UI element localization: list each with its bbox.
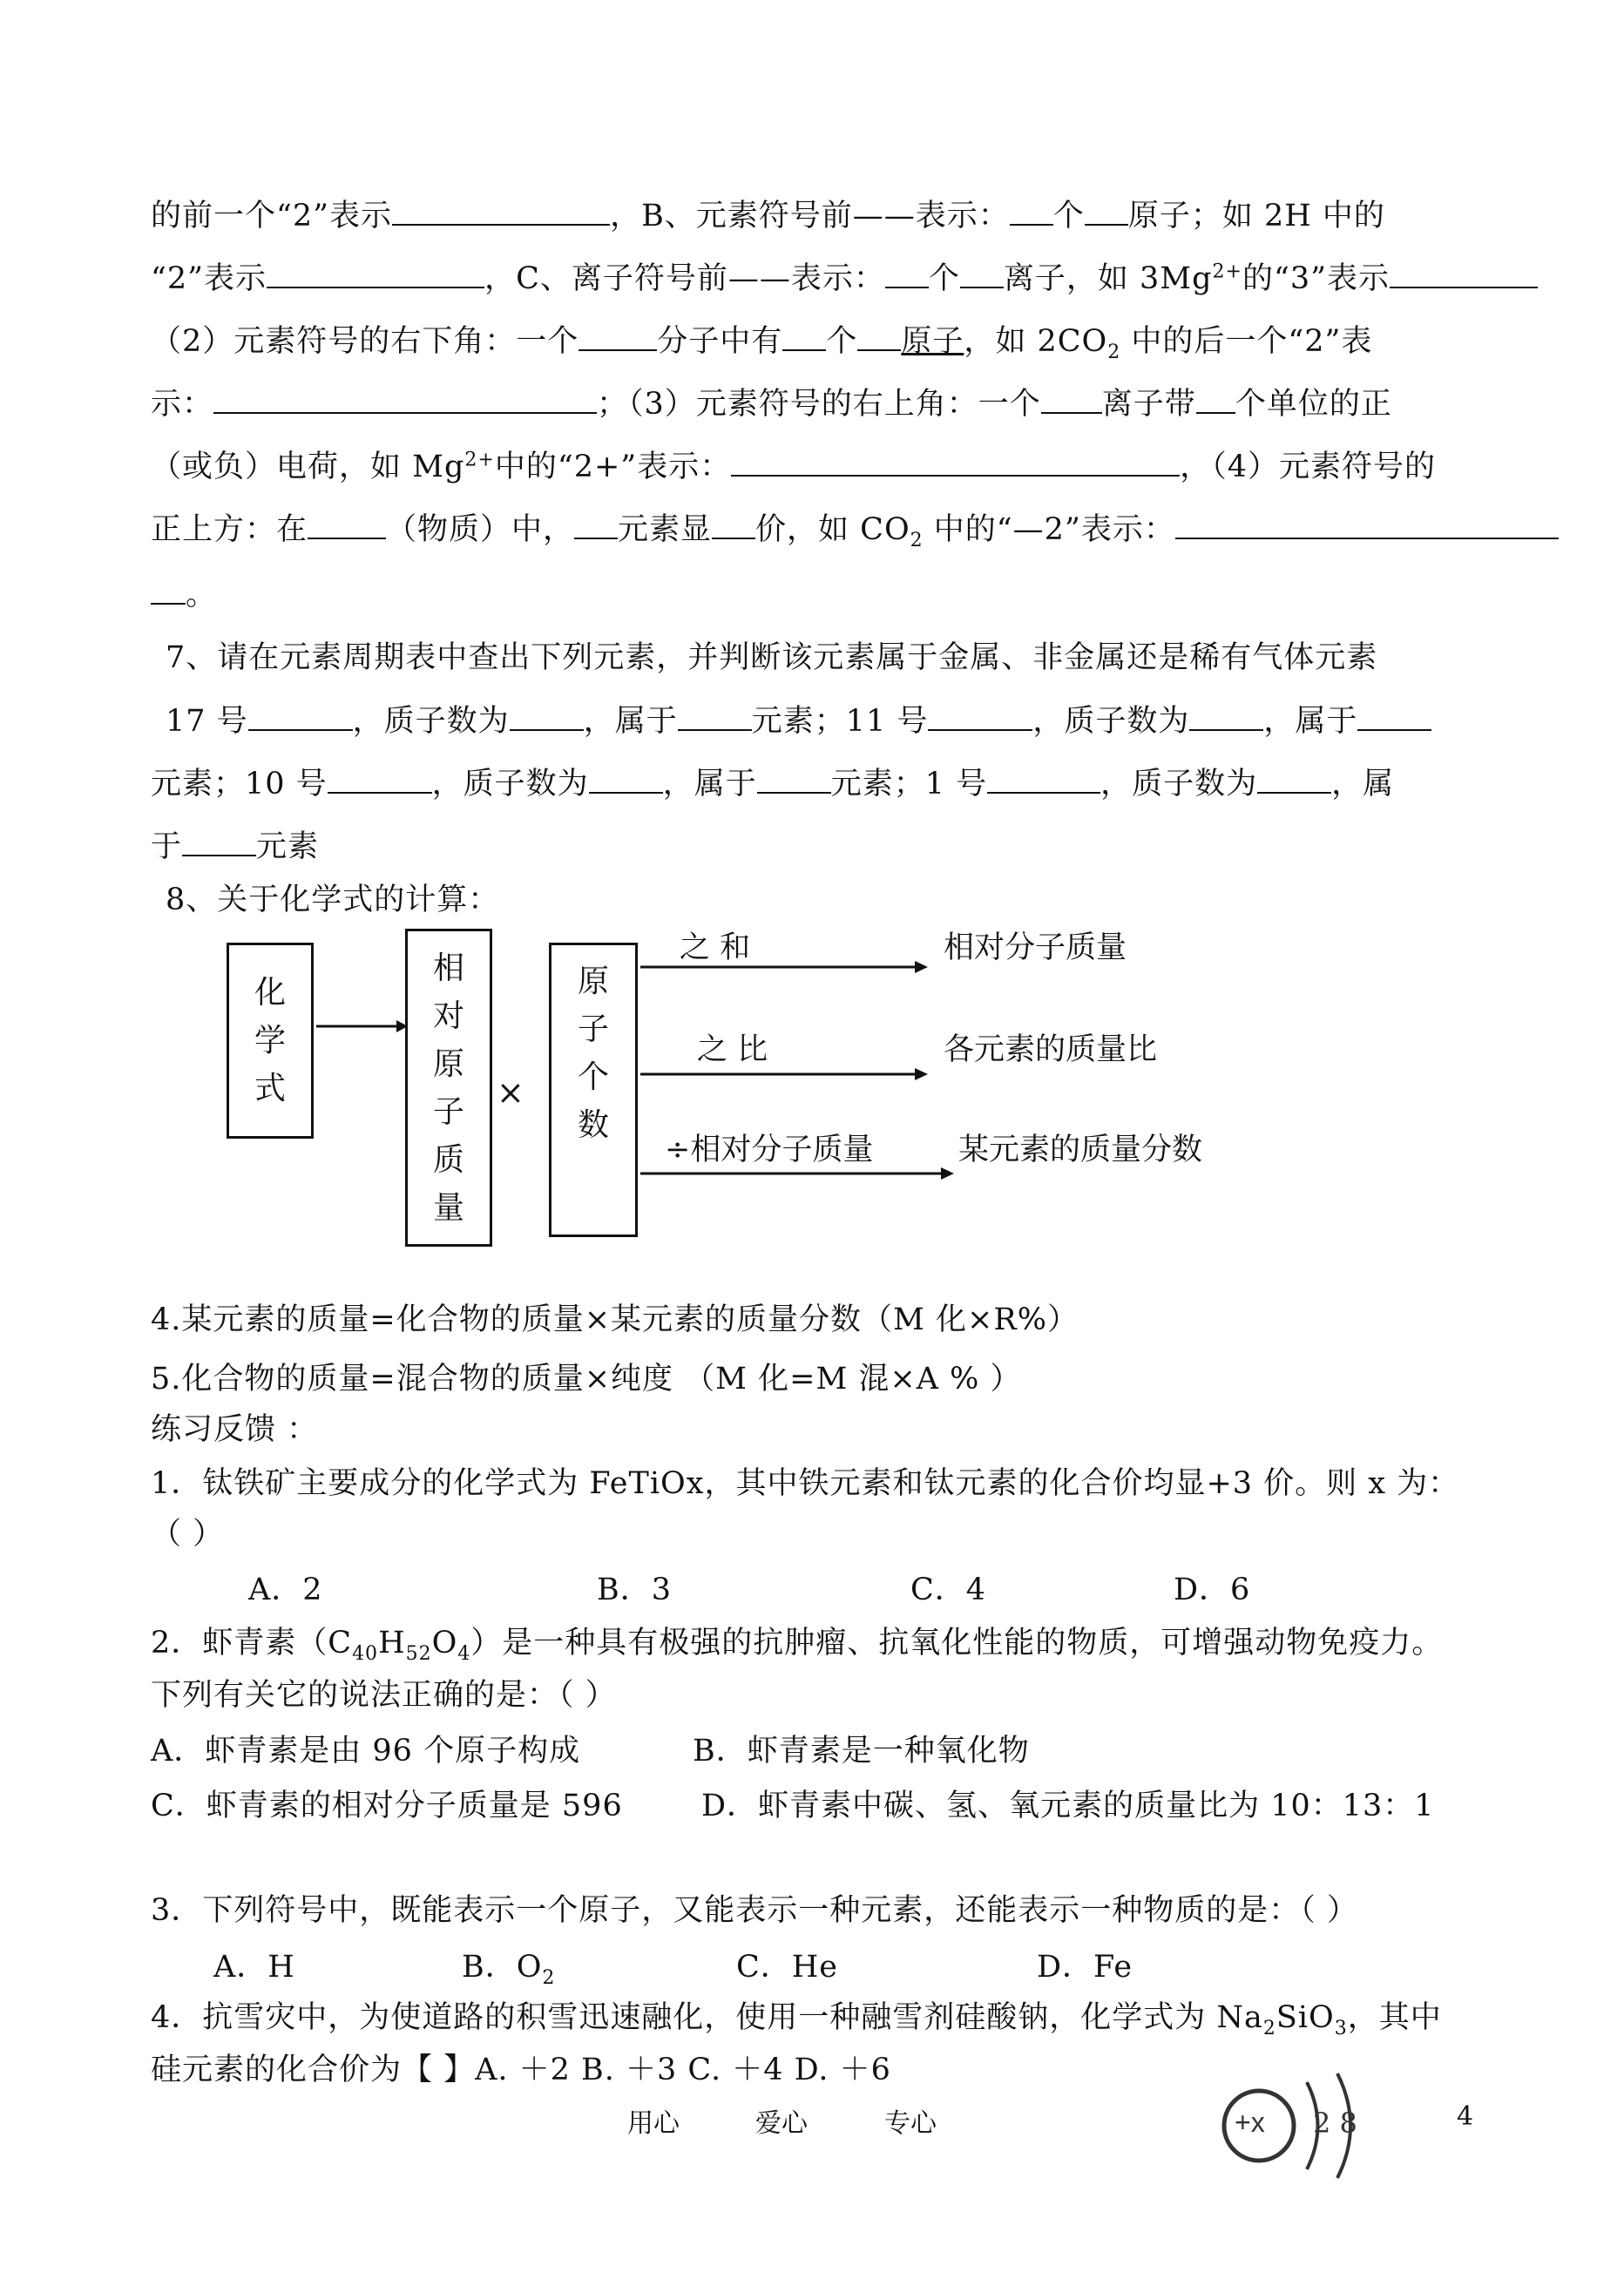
question-7: 7、请在元素周期表中查出下列元素，并判断该元素属于金属、非金属还是稀有气体元素 [166, 640, 1378, 675]
text-line: 正上方：在 （物质）中， 元素显 价，如 $CO_2$ 中的“—2”表示： [151, 505, 1559, 551]
mass-fraction-result: 某元素的质量分数 [958, 1133, 1203, 1167]
fill-blank[interactable] [885, 260, 929, 288]
atom-count-box: 原 子 个 数 [549, 943, 638, 1237]
practice-4-options: 硅元素的化合价为【 】A. ＋2 B. ＋3 C. ＋4 D. ＋6 [151, 2053, 891, 2087]
fill-blank[interactable] [182, 829, 256, 856]
fill-blank[interactable] [731, 449, 1180, 477]
practice-2-option-c: C．虾青素的相对分子质量是 596 [151, 1789, 623, 1823]
practice-1-option-a: A．2 [248, 1573, 323, 1607]
text-line: 示： ；（3）元素符号的右上角：一个 离子带 个单位的正 [151, 387, 1392, 422]
practice-1: 1．钛铁矿主要成分的化学式为 FeTiOx，其中铁元素和钛元素的化合价均显+3 价。则 x 为： [151, 1466, 1460, 1501]
text-line: 17 号 ，质子数为 ，属于 元素；11 号 ，质子数为 ，属于 [166, 697, 1431, 741]
text-line: （或负）电荷，如 $Mg^{2+}$中的“2+”表示： ，（4）元素符号的 [151, 449, 1436, 484]
fill-blank[interactable] [857, 323, 901, 351]
text-line: （2）元素符号的右下角：一个 分子中有 个 原子，如 $2CO_2$ 中的后一个“2”表 [151, 324, 1373, 363]
fill-blank[interactable] [960, 260, 1004, 288]
practice-2-option-d: D．虾青素中碳、氢、氧元素的质量比为 10：13：1 [701, 1789, 1435, 1823]
fill-blank[interactable] [1041, 386, 1102, 414]
fill-blank[interactable] [757, 766, 831, 794]
ratio-arrow [640, 1065, 928, 1083]
atom-nucleus-label: +x [1235, 2107, 1265, 2138]
atom-structure-logo [1215, 2065, 1381, 2187]
fill-blank[interactable] [589, 766, 663, 794]
atom-electron-label: 2 8 [1313, 2107, 1357, 2140]
fill-blank[interactable] [392, 198, 610, 226]
fill-blank[interactable] [712, 511, 755, 539]
mass-ratio-result: 各元素的质量比 [944, 1032, 1158, 1067]
fill-blank[interactable] [1257, 766, 1331, 794]
ratio-label: 之 比 [697, 1032, 768, 1067]
practice-2-option-b: B．虾青素是一种氧化物 [693, 1734, 1030, 1769]
practice-heading: 练习反馈 ： [151, 1412, 319, 1447]
sum-arrow [640, 958, 928, 976]
chemical-formula-box: 化 学 式 [227, 943, 314, 1139]
practice-3-option-c: C．He [736, 1950, 839, 1985]
arrow-to-mass-box [316, 1018, 408, 1035]
fill-blank[interactable] [1175, 511, 1559, 539]
fill-blank[interactable] [151, 577, 186, 605]
fill-blank[interactable] [1189, 703, 1263, 731]
footer-item: 专心 [884, 2108, 937, 2139]
multiply-sign: × [497, 1073, 524, 1112]
fill-blank[interactable] [574, 511, 618, 539]
fill-blank[interactable] [678, 703, 752, 731]
sum-label: 之 和 [680, 930, 751, 965]
fill-blank[interactable] [928, 703, 1032, 731]
question-8: 8、关于化学式的计算： [166, 883, 500, 917]
footer-item: 用心 [627, 2108, 680, 2139]
fill-blank[interactable] [1390, 260, 1538, 288]
divide-arrow [640, 1165, 954, 1182]
fill-blank[interactable] [782, 323, 826, 351]
footer-item: 爱心 [755, 2108, 808, 2139]
practice-2-stem: 下列有关它的说法正确的是：（ ） [151, 1678, 617, 1713]
practice-3: 3．下列符号中，既能表示一个原子，又能表示一种元素，还能表示一种物质的是：（ ） [151, 1893, 1358, 1928]
fill-blank[interactable] [1010, 198, 1053, 226]
practice-1-option-c: C．4 [910, 1573, 987, 1607]
formula-4: 4.某元素的质量=化合物的质量×某元素的质量分数（M 化×R%） [151, 1302, 1079, 1337]
fill-blank[interactable] [1196, 386, 1235, 414]
practice-4: 4．抗雪灾中，为使道路的积雪迅速融化，使用一种融雪剂硅酸钠，化学式为 $Na_2SiO_3$，其中 [151, 2000, 1442, 2039]
page-number: 4 [1457, 2101, 1474, 2132]
fill-blank[interactable] [328, 766, 432, 794]
divide-label: ÷相对分子质量 [665, 1133, 874, 1167]
practice-1-option-d: D．6 [1174, 1573, 1251, 1607]
fill-blank[interactable] [579, 323, 657, 351]
fill-blank[interactable] [213, 386, 597, 414]
practice-1-paren: （ ） [151, 1517, 225, 1552]
fill-blank[interactable] [248, 703, 353, 731]
text-line: “2”表示 ，C、离子符号前——表示： 个 离子，如 $3Mg^{2+}$的“3”表示 [151, 254, 1538, 298]
practice-1-option-b: B．3 [597, 1573, 672, 1607]
text-line: 。 [151, 571, 217, 614]
fill-blank[interactable] [987, 766, 1100, 794]
practice-2: 2．虾青素$(C_{40}H_{52}O_4)$是一种具有极强的抗肿瘤、抗氧化性能的物质，可增强动物免疫力。 [151, 1626, 1444, 1665]
formula-5: 5.化合物的质量=混合物的质量×纯度 （M 化=M 混×A % ） [151, 1362, 1022, 1397]
fill-blank[interactable] [510, 703, 584, 731]
practice-3-option-a: A．H [213, 1950, 295, 1985]
practice-3-option-d: D．Fe [1037, 1950, 1133, 1985]
text-line: 元素；10 号 ，质子数为 ，属于 元素；1 号 ，质子数为 ，属 [151, 767, 1395, 802]
practice-2-option-a: A．虾青素是由 96 个原子构成 [151, 1734, 581, 1769]
practice-3-option-b: B．$O_2$ [462, 1950, 556, 1989]
molecular-mass-result: 相对分子质量 [944, 930, 1127, 965]
text-line: 于 元素 [151, 829, 320, 864]
fill-blank[interactable] [267, 260, 484, 288]
fill-blank[interactable] [308, 511, 386, 539]
relative-atomic-mass-box: 相 对 原 子 质 量 [405, 929, 492, 1247]
fill-blank[interactable] [1357, 703, 1431, 731]
text-line: 的前一个“2”表示 ，B、元素符号前——表示： 个 原子；如 2H 中的 [151, 199, 1385, 233]
fill-blank[interactable] [1085, 198, 1128, 226]
